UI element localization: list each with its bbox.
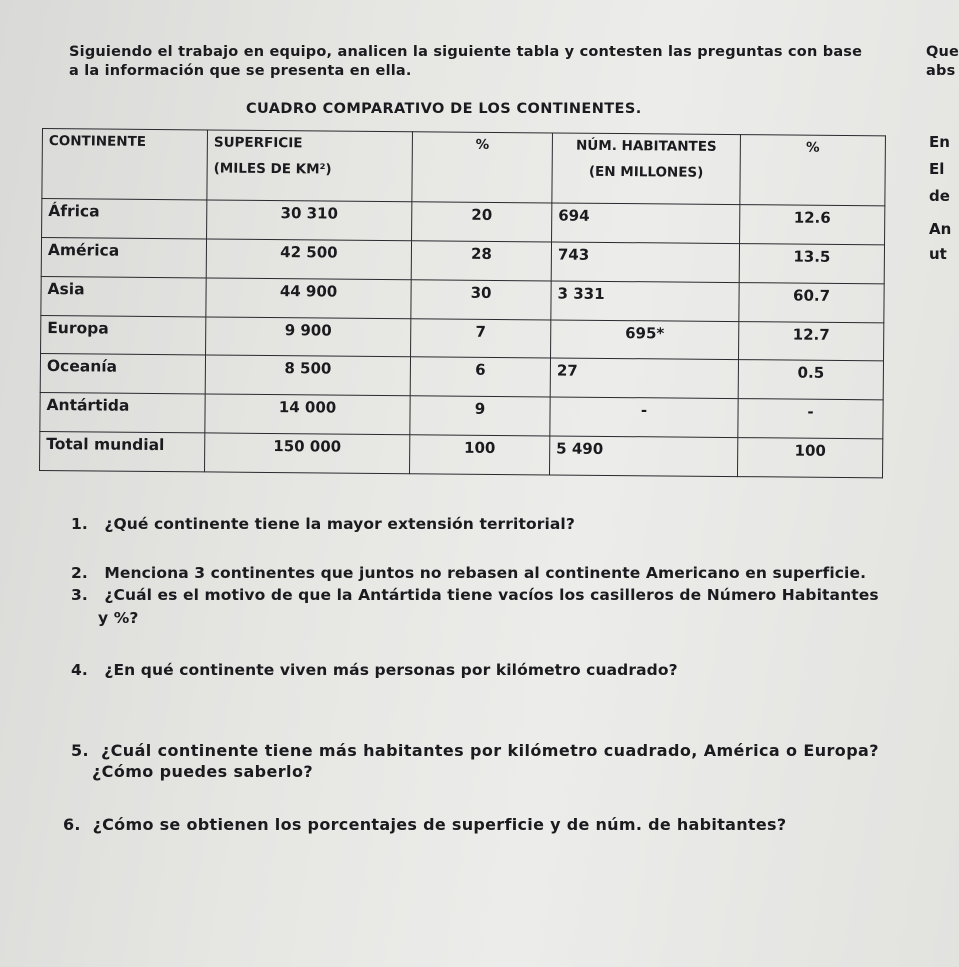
cell-superficie: 42 500 xyxy=(206,239,411,280)
cell-pct-habitantes: 12.7 xyxy=(739,321,884,361)
question-number: 6. xyxy=(63,815,81,834)
question-number: 5. xyxy=(71,741,90,760)
cell-pct-superficie: 20 xyxy=(412,202,552,242)
question-4 xyxy=(71,660,678,680)
question-number: 4. xyxy=(71,661,88,679)
margin-text-que: Que xyxy=(926,44,959,60)
margin-text-ut: ut xyxy=(929,245,947,263)
cell-superficie: 30 310 xyxy=(207,200,412,241)
header-continente: CONTINENTE xyxy=(42,129,208,200)
margin-text-en: En xyxy=(929,133,950,151)
question-5 xyxy=(71,741,879,761)
continents-table xyxy=(39,128,886,478)
header-superficie: SUPERFICIE (MILES DE KM²) xyxy=(207,130,413,202)
cell-habitantes: 3 331 xyxy=(551,281,739,321)
cell-pct-habitantes: 0.5 xyxy=(738,360,883,400)
cell-continente: América xyxy=(41,237,206,277)
question-text: ¿Cuál es el motivo de que la Antártida tiene vacíos los casilleros de Número Habitantes xyxy=(104,586,879,604)
cell-superficie: 14 000 xyxy=(205,394,410,435)
header-habitantes: NÚM. HABITANTES (EN MILLONES) xyxy=(552,133,741,205)
question-text: Menciona 3 continentes que juntos no rebasen al continente Americano en superficie. xyxy=(104,564,867,582)
cell-pct-superficie: 6 xyxy=(410,357,550,397)
cell-habitantes: 695* xyxy=(551,319,739,359)
question-1 xyxy=(71,514,575,534)
margin-text-de: de xyxy=(929,187,950,205)
question-text: ¿Cómo se obtienen los porcentajes de superficie y de núm. de habitantes? xyxy=(92,815,787,834)
question-number: 2. xyxy=(71,564,88,582)
header-pct-superficie: % xyxy=(412,132,553,203)
cell-superficie: 9 900 xyxy=(206,316,411,357)
cell-pct-superficie: 30 xyxy=(411,279,551,319)
cell-pct-habitantes: 13.5 xyxy=(739,243,884,283)
intro-line-2: a la información que se presenta en ella. xyxy=(69,63,412,79)
margin-text-abs: abs xyxy=(926,63,956,79)
cell-pct-habitantes: - xyxy=(738,399,883,439)
cell-pct-superficie: 9 xyxy=(410,396,550,436)
table-title: CUADRO COMPARATIVO DE LOS CONTINENTES. xyxy=(246,101,642,117)
question-3-continued: y %? xyxy=(98,609,139,627)
cell-habitantes: 5 490 xyxy=(549,436,737,477)
question-5-continued: ¿Cómo puedes saberlo? xyxy=(92,762,314,781)
cell-pct-superficie: 100 xyxy=(409,435,549,475)
cell-superficie: 44 900 xyxy=(206,278,411,319)
question-number: 3. xyxy=(71,586,88,604)
cell-continente: Asia xyxy=(41,276,206,316)
question-number: 1. xyxy=(71,515,88,533)
question-text: ¿En qué continente viven más personas por kilómetro cuadrado? xyxy=(104,661,678,679)
cell-continente: Antártida xyxy=(40,393,205,433)
cell-continente: África xyxy=(42,199,207,239)
header-pct-habitantes: % xyxy=(740,135,886,206)
cell-superficie: 150 000 xyxy=(205,433,410,474)
question-text: ¿Cuál continente tiene más habitantes por kilómetro cuadrado, América o Europa? xyxy=(100,741,879,760)
cell-habitantes: 743 xyxy=(551,242,739,282)
cell-continente: Oceanía xyxy=(40,354,205,394)
cell-pct-superficie: 7 xyxy=(411,318,551,358)
cell-continente: Total mundial xyxy=(40,432,205,472)
cell-pct-habitantes: 60.7 xyxy=(739,282,884,322)
margin-text-an: An xyxy=(929,220,952,238)
cell-superficie: 8 500 xyxy=(205,355,410,396)
header-habitantes-sub: (EN MILLONES) xyxy=(588,163,704,181)
cell-continente: Europa xyxy=(41,315,206,355)
cell-pct-superficie: 28 xyxy=(411,241,551,281)
cell-pct-habitantes: 12.6 xyxy=(740,205,885,245)
cell-habitantes: 694 xyxy=(552,203,740,243)
header-superficie-sub: (MILES DE KM²) xyxy=(213,160,332,178)
cell-habitantes: - xyxy=(550,397,738,437)
question-2 xyxy=(71,563,866,583)
cell-habitantes: 27 xyxy=(550,358,738,398)
intro-line-1: Siguiendo el trabajo en equipo, analicen la siguiente tabla y contesten las preguntas con base xyxy=(69,44,863,60)
question-text: ¿Qué continente tiene la mayor extensión territorial? xyxy=(104,515,575,533)
cell-pct-habitantes: 100 xyxy=(737,438,882,478)
table-row-total xyxy=(40,432,883,478)
table-header-row xyxy=(42,129,886,206)
margin-text-el: El xyxy=(929,160,945,178)
question-6 xyxy=(63,815,786,835)
question-3 xyxy=(71,585,879,605)
